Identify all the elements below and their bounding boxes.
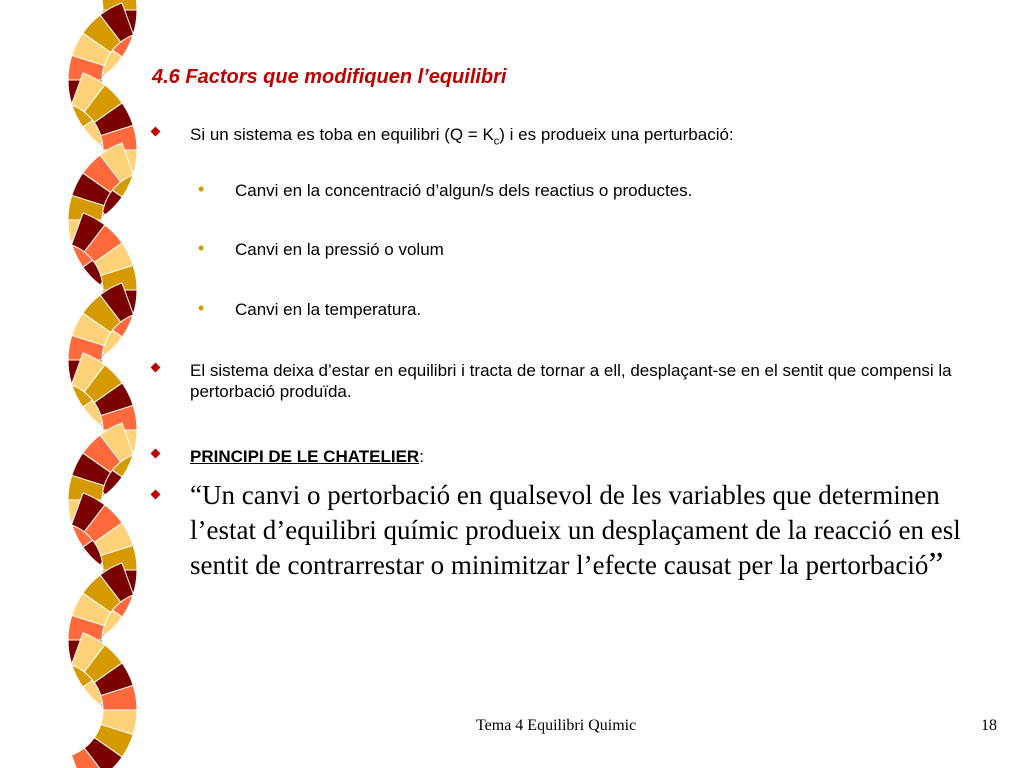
sub-bullet-temperature: • Canvi en la temperatura. xyxy=(198,298,422,319)
diamond-bullet-icon xyxy=(151,127,161,137)
page-number: 18 xyxy=(981,717,997,734)
decorative-fan-border xyxy=(0,0,140,768)
diamond-bullet-icon xyxy=(151,490,161,500)
bullet-principle-heading: PRINCIPI DE LE CHATELIER: xyxy=(152,446,992,467)
bullet-system-shift: El sistema deixa d’estar en equilibri i tracta de tornar a ell, desplaçant-se en el sentit que compensi la pertorbació produïda. xyxy=(152,360,992,402)
dot-bullet-icon: • xyxy=(198,238,205,258)
sub-bullet-pressure: • Canvi en la pressió o volum xyxy=(198,238,444,259)
slide-title: 4.6 Factors que modifiquen l’equilibri xyxy=(152,66,507,88)
bullet-perturbation: Si un sistema es toba en equilibri $(Q = K_c)$ i es produeix una perturbació: xyxy=(152,124,992,152)
diamond-bullet-icon xyxy=(151,363,161,373)
footer-title: Tema 4 Equilibri Quimic xyxy=(476,717,637,734)
principle-quote: “Un canvi o pertorbació en qualsevol de les variables que determinen l’estat d’equilibri químic produeix un desplaçament de la reacció en esl sentit de contrarrestar o minimitzar l’efecte causat per la pertorbació” xyxy=(152,478,992,583)
dot-bullet-icon: • xyxy=(198,179,205,199)
diamond-bullet-icon xyxy=(151,449,161,459)
dot-bullet-icon: • xyxy=(198,298,205,318)
sub-bullet-concentration: • Canvi en la concentració d’algun/s dels reactius o productes. xyxy=(198,179,693,200)
